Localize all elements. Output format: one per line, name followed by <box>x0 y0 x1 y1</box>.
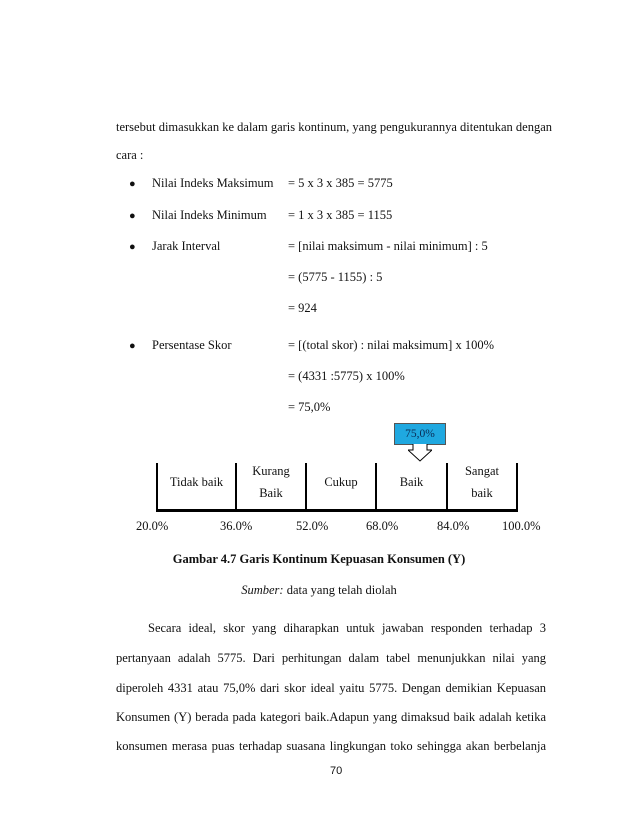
category-label: Baik <box>259 486 283 500</box>
item-label-persentase: Persentase Skor <box>152 338 232 352</box>
category-sangat-baik <box>448 460 516 504</box>
item-label-interval: Jarak Interval <box>152 239 221 253</box>
tick-label: 100.0% <box>502 519 541 533</box>
tick-label: 36.0% <box>220 519 253 533</box>
item-formula-min: = 1 x 3 x 385 = 1155 <box>288 208 393 222</box>
page-number: 70 <box>330 765 343 777</box>
category-tidak-baik <box>158 471 235 493</box>
bullet-icon: ● <box>129 178 136 190</box>
continuum-baseline <box>156 509 518 512</box>
paragraph-line: Konsumen (Y) berada pada kategori baik.Adapun yang dimaksud baik adalah ketika <box>116 710 546 724</box>
item-formula-persentase-step: = (4331 :5775) x 100% <box>288 369 405 383</box>
item-formula-max: = 5 x 3 x 385 = 5775 <box>288 176 393 190</box>
tick-label: 52.0% <box>296 519 329 533</box>
category-label: Sangat <box>464 464 500 478</box>
figure-caption: Gambar 4.7 Garis Kontinum Kepuasan Konsumen (Y) <box>172 552 466 566</box>
category-cukup <box>307 471 375 493</box>
pointer-arrow-icon <box>408 444 432 462</box>
intro-line-1: tersebut dimasukkan ke dalam garis kontinum, yang pengukurannya ditentukan dengan <box>116 120 552 134</box>
source-text: data yang telah diolah <box>283 583 397 597</box>
item-formula-persentase: = [(total skor) : nilai maksimum] x 100% <box>288 338 494 352</box>
item-label-min: Nilai Indeks Minimum <box>152 208 267 222</box>
category-baik <box>377 471 446 493</box>
item-formula-interval-step: = (5775 - 1155) : 5 <box>288 270 383 284</box>
paragraph-line: pertanyaan adalah 5775. Dari perhitungan dalam tabel menunjukkan nilai yang <box>116 651 546 665</box>
continuum-divider <box>516 463 518 511</box>
tick-label: 20.0% <box>136 519 169 533</box>
figure-source <box>0 583 638 598</box>
category-label: Baik <box>399 475 424 489</box>
bullet-icon: ● <box>129 241 136 253</box>
category-label: baik <box>471 486 493 500</box>
paragraph-line: konsumen merasa puas terhadap suasana lingkungan toko sehingga akan berbelanja <box>116 739 546 753</box>
item-formula-interval-result: = 924 <box>288 301 317 315</box>
tick-label: 68.0% <box>366 519 399 533</box>
item-formula-interval: = [nilai maksimum - nilai minimum] : 5 <box>288 239 488 253</box>
category-label: Cukup <box>324 475 358 489</box>
intro-line-2: cara : <box>116 148 144 162</box>
bullet-icon: ● <box>129 210 136 222</box>
category-label: Tidak baik <box>169 475 224 489</box>
category-kurang-baik <box>237 460 305 504</box>
tick-label: 84.0% <box>437 519 470 533</box>
item-formula-persentase-result: = 75,0% <box>288 400 331 414</box>
paragraph-line: diperoleh 4331 atau 75,0% dari skor ideal yaitu 5775. Dengan demikian Kepuasan <box>116 681 546 695</box>
category-label: Kurang <box>252 464 290 478</box>
item-label-max: Nilai Indeks Maksimum <box>152 176 274 190</box>
bullet-icon: ● <box>129 340 136 352</box>
paragraph-line: Secara ideal, skor yang diharapkan untuk jawaban responden terhadap 3 <box>148 621 546 635</box>
score-indicator-box: 75,0% <box>394 423 446 445</box>
source-label: Sumber: <box>241 583 284 597</box>
